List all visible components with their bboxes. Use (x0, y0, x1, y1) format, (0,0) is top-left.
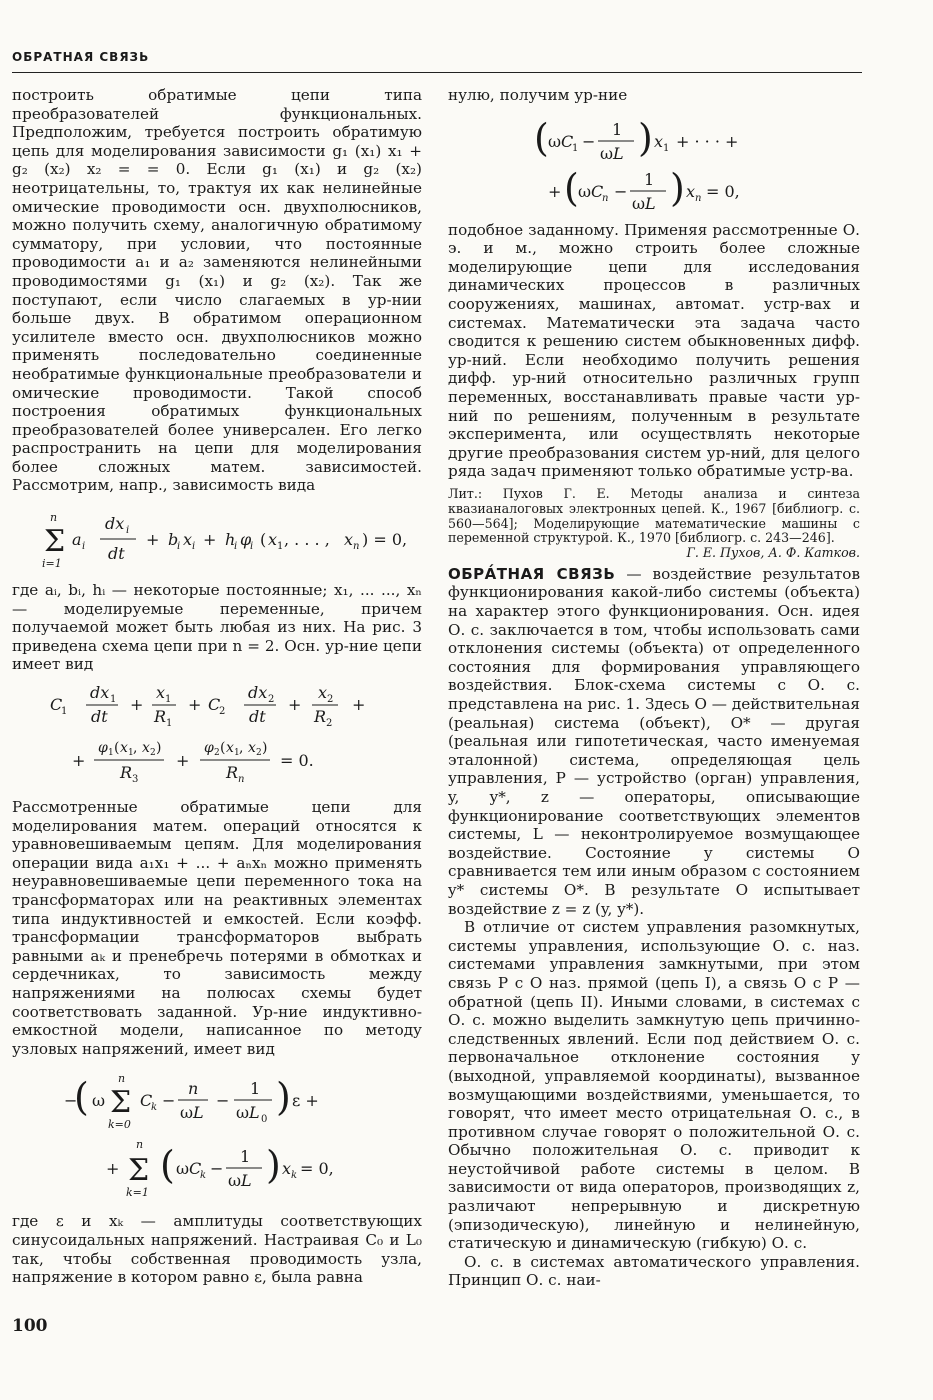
svg-text:C: C (140, 1091, 153, 1111)
svg-text:C: C (208, 695, 221, 715)
equation-4 (448, 111, 860, 211)
svg-text:dt: dt (91, 707, 108, 727)
svg-text:n: n (238, 774, 245, 786)
svg-text:(: ( (160, 1143, 175, 1188)
equation-1-svg (12, 507, 422, 569)
svg-text:1: 1 (663, 142, 670, 154)
svg-text:i: i (192, 541, 196, 553)
svg-text:ωL: ωL (228, 1171, 252, 1191)
svg-text:x: x (248, 740, 256, 757)
svg-text:dt: dt (108, 544, 125, 564)
svg-text:,: , (239, 740, 244, 757)
svg-text:0: 0 (261, 1114, 268, 1126)
equation-1 (12, 507, 422, 569)
left-paragraph-2: где aᵢ, bᵢ, hᵢ — некоторые постоянные; x₁, ... ..., xₙ — моделируемые переменные, причем получаемой может быть любая из них. На рис. 3 приведена схема цепи при n = 2. Осн. ур-ние цепи имеет вид (12, 581, 422, 674)
svg-text:−: − (614, 181, 628, 201)
svg-text:n: n (136, 1138, 144, 1152)
svg-text:n: n (695, 192, 702, 204)
svg-text:+: + (188, 695, 202, 715)
svg-text:+: + (203, 530, 217, 550)
svg-text:i: i (126, 525, 130, 537)
svg-text:x: x (344, 530, 354, 550)
svg-text:dx: dx (105, 514, 125, 534)
svg-text:1: 1 (110, 694, 117, 706)
svg-text:x: x (142, 740, 150, 757)
svg-text:1: 1 (644, 169, 655, 189)
svg-text:2: 2 (327, 694, 334, 706)
svg-text:ωL: ωL (236, 1103, 260, 1123)
svg-text:i: i (234, 541, 238, 553)
svg-text:R: R (226, 763, 239, 783)
right-column (448, 86, 860, 1290)
svg-text:ωC: ωC (548, 131, 574, 151)
svg-text:k: k (200, 1170, 207, 1182)
equation-3 (12, 1070, 422, 1200)
svg-text:C: C (50, 695, 63, 715)
right-paragraph-5: О. с. в системах автоматического управления. Принцип О. с. наи- (448, 1252, 860, 1290)
svg-text:1: 1 (250, 1079, 261, 1099)
svg-text:2: 2 (214, 748, 220, 759)
svg-text:2: 2 (219, 706, 226, 718)
svg-text:1: 1 (108, 748, 114, 759)
svg-text:2: 2 (326, 718, 333, 730)
svg-text:−: − (216, 1091, 230, 1111)
svg-text:1: 1 (128, 748, 134, 759)
equation-2 (12, 686, 422, 786)
svg-text:i: i (82, 541, 86, 553)
svg-text:n: n (50, 511, 58, 525)
page-number: 100 (12, 1316, 48, 1336)
svg-text:): ) (266, 1143, 281, 1188)
svg-text:ω: ω (92, 1091, 106, 1111)
svg-text:x: x (120, 740, 128, 757)
svg-text:+: + (288, 695, 302, 715)
bibliography-authors: Г. Е. Пухов, А. Ф. Катков. (686, 545, 860, 561)
svg-text:) = 0,: ) = 0, (362, 530, 408, 550)
svg-text:x: x (268, 530, 278, 550)
right-paragraph-1: нулю, получим ур-ние (448, 86, 628, 104)
svg-text:k=0: k=0 (108, 1118, 131, 1132)
svg-text:n: n (353, 541, 360, 553)
svg-text:1: 1 (61, 706, 68, 718)
article-headword: ОБРА́ТНАЯ СВЯЗЬ (448, 564, 616, 583)
svg-text:k: k (151, 1102, 158, 1114)
svg-text:+: + (106, 1159, 120, 1179)
article-feedback (448, 565, 860, 918)
bibliography (448, 487, 860, 561)
svg-text:φ: φ (240, 530, 252, 550)
svg-text:= 0,: = 0, (706, 181, 740, 201)
equation-3-svg (12, 1070, 422, 1200)
svg-text:Σ: Σ (128, 1153, 150, 1189)
svg-text:ωL: ωL (632, 193, 656, 211)
header-rule (12, 72, 862, 73)
right-paragraph-4: В отличие от систем управления разомкнутых, системы управления, использующие О. с. наз. системами управления замкнутыми, при этом связь Р с О наз. прямой (цепь I), а связь О с Р — обратной (цепь II). Иными словами, в системах с О. с. можно выделить замкнутую цепь причинно-следственных явлений. Если под действием О. с. первоначальное отклонение состояния y (выходной, управляемой координаты), вызванное возмущающими воздействиями, уменьшается, то говорят, что имеет место отрицательная О. с., в противном случае говорят о положительной О. с. Обычно положительная О. с. приводит к неустойчивой работе системы в целом. В зависимости от вида операторов, производящих z, различают непрерывную и дискретную (эпизодическую), линейную и нелинейную, статическую и динамическую (гибкую) О. с. (448, 918, 860, 1253)
svg-text:R: R (154, 707, 167, 727)
svg-text:2: 2 (150, 748, 156, 759)
svg-text:(: ( (564, 165, 579, 210)
svg-text:1: 1 (277, 541, 284, 553)
svg-text:φ: φ (204, 740, 214, 757)
svg-text:2: 2 (268, 694, 275, 706)
svg-text:ε +: ε + (292, 1091, 319, 1111)
svg-text:+: + (176, 751, 190, 771)
svg-text:ωC: ωC (176, 1159, 202, 1179)
svg-text:dx: dx (90, 686, 110, 703)
svg-text:ωC: ωC (578, 181, 604, 201)
svg-text:+: + (548, 181, 562, 201)
equation-2-svg (12, 686, 422, 786)
svg-text:+: + (72, 751, 86, 771)
svg-text:): ) (262, 740, 268, 757)
running-header: ОБРАТНАЯ СВЯЗЬ (12, 50, 150, 64)
svg-text:b: b (168, 530, 179, 550)
svg-text:−: − (210, 1159, 224, 1179)
svg-text:R: R (120, 763, 133, 783)
svg-text:ωL: ωL (180, 1103, 204, 1123)
svg-text:−: − (582, 131, 596, 151)
svg-text:1: 1 (572, 142, 579, 154)
svg-text:a: a (72, 530, 82, 550)
svg-text:x: x (183, 530, 193, 550)
svg-text:k=1: k=1 (126, 1186, 149, 1200)
svg-text:h: h (225, 530, 236, 550)
svg-text:x: x (686, 181, 696, 201)
svg-text:= 0,: = 0, (300, 1159, 334, 1179)
svg-text:+: + (130, 695, 144, 715)
right-paragraph-3: — воздействие результатов функционирования какой-либо системы (объекта) на характер этого функционирования. Осн. идея О. с. заключается в том, чтобы использовать сами отклонения системы (объекта) от определенного состояния для формирования управляющего воздействия. Блок-схема системы с О. с. представлена на рис. 1. Здесь О — действительная (реальная) система (объект), О* — другая (реальная или гипотетическая, часто именуемая эталонной) система, определяющая цель управления, Р — устройство (орган) управления, y, y*, z — операторы, описывающие функционирование соответствующих элементов системы, L — неконтролируемое возмущающее воздействие. Состояние y системы О сравнивается тем или иным образом с состоянием y* системы О*. В результате О испытывает воздействие z = z (y, y*). (448, 564, 860, 918)
svg-text:R: R (314, 707, 327, 727)
svg-text:2: 2 (256, 748, 262, 759)
svg-text:ωL: ωL (600, 143, 624, 163)
svg-text:x: x (318, 686, 328, 703)
equation-4-svg (448, 111, 860, 211)
svg-text:−: − (162, 1091, 176, 1111)
left-paragraph-3: Рассмотренные обратимые цепи для моделирования матем. операций относятся к уравновешиваемым цепям. Для моделирования операции вида a₁x₁ + ... + aₙxₙ можно применять неуравновешиваемые цепи переменного тока на трансформаторах или на реактивных элементах типа индуктивностей и емкостей. Если коэфф. трансформации трансформаторов выбрать равными aₖ и пренебречь потерями в обмотках и сердечниках, то зависимость между напряжениями на полюсах схемы будет соответствовать заданной. Ур-ние индуктивно-емкостной модели, написанное по методу узловых напряжений, имеет вид (12, 798, 422, 1058)
svg-text:φ: φ (98, 740, 108, 757)
svg-text:x: x (226, 740, 234, 757)
svg-text:(: ( (534, 115, 549, 160)
svg-text:1: 1 (240, 1147, 251, 1167)
svg-text:+: + (352, 695, 366, 715)
svg-text:(: ( (114, 740, 120, 757)
svg-text:dx: dx (248, 686, 268, 703)
svg-text:): ) (638, 115, 653, 160)
svg-text:n: n (602, 192, 609, 204)
svg-text:(: ( (220, 740, 226, 757)
svg-text:x: x (654, 131, 664, 151)
svg-text:): ) (276, 1075, 291, 1120)
svg-text:3: 3 (132, 774, 139, 786)
svg-text:= 0.: = 0. (280, 751, 314, 771)
svg-text:x: x (282, 1159, 292, 1179)
svg-text:n: n (118, 1072, 126, 1086)
svg-text:, . . . ,: , . . . , (284, 530, 330, 550)
svg-text:): ) (670, 165, 685, 210)
left-paragraph-1: построить обратимые цепи типа преобразователей функциональных. Предположим, требуется построить обратимую цепь для моделирования зависимости g₁ (x₁) x₁ + g₂ (x₂) x₂ = = 0. Если g₁ (x₁) и g₂ (x₂) неотрицательны, то, трактуя их как нелинейные омические проводимости осн. двухполюсников, можно получить схему, аналогичную обратимому сумматору, при условии, что постоянные проводимости a₁ и a₂ заменяются нелинейными проводимостями g₁ (x₁) и g₂ (x₂). Так же поступают, если число слагаемых в ур-нии больше двух. В обратимом операционном усилителе вместо осн. двухполюсников можно применять последовательно соединенные необратимые функциональные преобразователи и омические проводимости. Такой способ построения обратимых функциональных преобразователей более универсален. Его легко распространить на цепи для моделирования более сложных матем. зависимостей. Рассмотрим, напр., зависимость вида (12, 86, 422, 495)
svg-text:(: ( (260, 530, 267, 550)
svg-text:i: i (177, 541, 181, 553)
svg-text:1: 1 (612, 119, 623, 139)
bibliography-text: Лит.: Пухов Г. Е. Методы анализа и синтеза квазианалоговых электронных цепей. К., 1967 [библиогр. с. 560—564]; Моделирующие математические машины с переменной структурой. К., 1970 [библиогр. с. 243—246]. (448, 485, 860, 546)
svg-text:(: ( (74, 1075, 89, 1120)
svg-text:1: 1 (165, 694, 172, 706)
svg-text:1: 1 (234, 748, 240, 759)
svg-text:1: 1 (166, 718, 173, 730)
svg-text:+ · · · +: + · · · + (676, 131, 739, 151)
right-paragraph-2: подобное заданному. Применяя рассмотренные О. э. и м., можно строить более сложные моделирующие цепи для исследования динамических процессов в различных сооружениях, машинах, автомат. устр-вах и системах. Математически эта задача часто сводится к решению систем обыкновенных дифф. ур-ний. Если необходимо получить решения дифф. ур-ний относительно различных групп переменных, восстанавливать правые части ур-ний по решениям, полученным в результате эксперимента, или осуществлять некоторые другие преобразования систем ур-ний, для целого ряда задач применяют только обратимые устр-ва. (448, 220, 860, 481)
svg-text:i=1: i=1 (42, 557, 62, 570)
svg-text:,: , (133, 740, 138, 757)
svg-text:k: k (291, 1170, 298, 1182)
svg-text:Σ: Σ (44, 524, 66, 560)
svg-text:dt: dt (249, 707, 266, 727)
svg-text:Σ: Σ (110, 1085, 132, 1121)
svg-text:i: i (250, 541, 254, 553)
svg-text:−: − (64, 1091, 78, 1111)
svg-text:n: n (188, 1079, 199, 1099)
svg-text:x: x (156, 686, 166, 703)
svg-text:+: + (146, 530, 160, 550)
left-paragraph-4: где ε и xₖ — амплитуды соответствующих синусоидальных напряжений. Настраивая C₀ и L₀ так, чтобы собственная проводимость узла, напряжение в котором равно ε, была равна (12, 1212, 422, 1287)
svg-text:): ) (156, 740, 162, 757)
left-column (12, 86, 422, 1287)
